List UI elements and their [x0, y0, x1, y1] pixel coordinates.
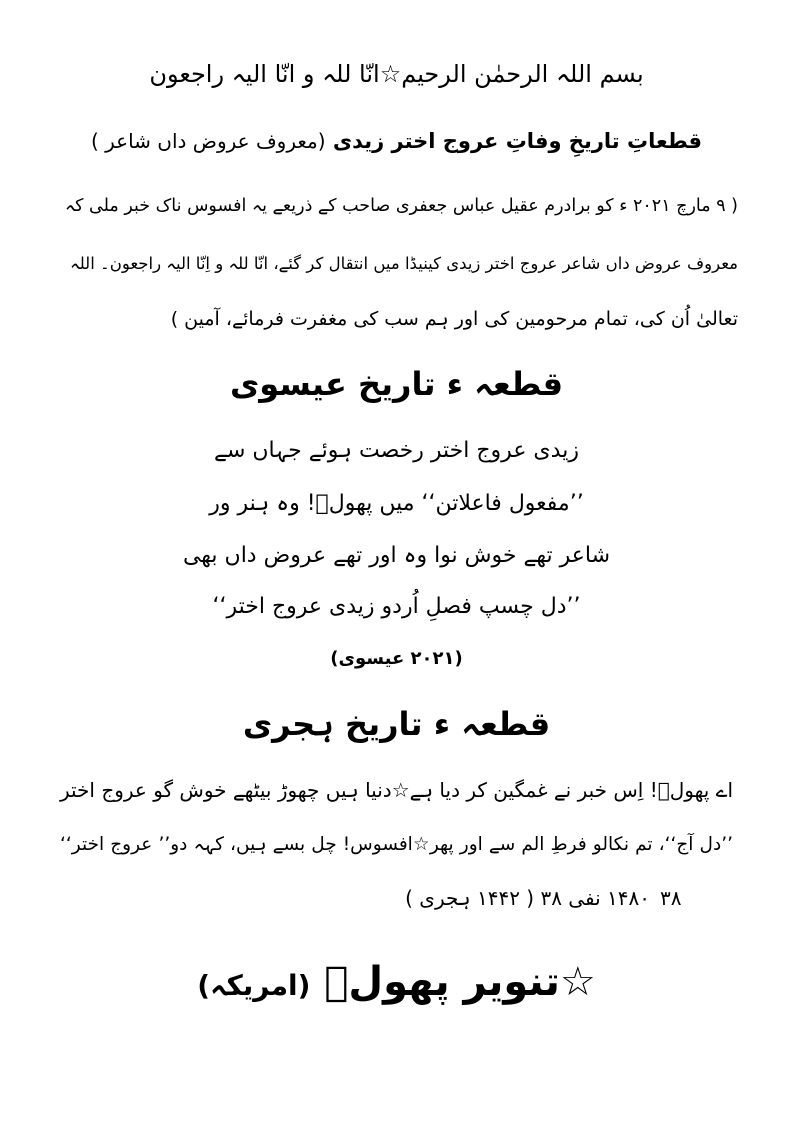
- title-subtitle: (معروف عروض داں شاعر ): [90, 129, 326, 153]
- hijri-calc-number: ۳۸: [660, 886, 682, 910]
- hijri-verse-line-2: ’’دل آج‘‘، تم نکالو فرطِ الم سے اور پھر☆افسوس! چل بسے ہیں، کہہ دو’’ عروج اختر‘‘: [60, 834, 733, 855]
- intro-line-1: ( ۹ مارچ ۲۰۲۱ ء کو برادرم عقیل عباس جعفری صاحب کے ذریعے یہ افسوس ناک خبر ملی کہ: [64, 196, 738, 216]
- bismillah-line: بسم اللہ الرحمٰن الرحیم☆انّا للہ و انّا الیہ راجعون: [149, 60, 644, 88]
- intro-line-2: معروف عروض داں شاعر عروج اختر زیدی کینیڈا میں انتقال کر گئے، انّا للہ و اِنّا الیہ راجعون۔ اللہ: [70, 254, 738, 273]
- hijri-calc-result: ۱۴۸۰ نفی ۳۸ ( ۱۴۴۲ ہجری ): [405, 886, 650, 910]
- author-place: (امریکہ): [197, 969, 311, 1002]
- verse-line: شاعر تھے خوش نوا وہ اور تھے عروض داں بھی: [182, 543, 611, 568]
- author-signature: [0, 959, 793, 1005]
- verse-line: ’’دل چسپ فصلِ اُردو زیدی عروج اختر‘‘: [212, 594, 581, 619]
- page-title: [90, 131, 703, 152]
- section-heading-gregorian: قطعہ ء تاریخ عیسوی: [229, 365, 564, 403]
- author-name: تنویر پھولؔ: [324, 959, 560, 1005]
- title-main: قطعاتِ تاریخِ وفاتِ عروج اختر زیدی: [332, 129, 703, 153]
- gregorian-year: (۲۰۲۱ عیسوی): [330, 648, 463, 669]
- verse-line: ’’مفعول فاعلاتن‘‘ میں پھولؔ! وہ ہنر ور: [209, 491, 584, 516]
- intro-line-3: تعالیٰ اُن کی، تمام مرحومین کی اور ہم سب کی مغفرت فرمائے، آمین ): [170, 308, 738, 330]
- hijri-verse-line-1: اے پھولؔ! اِس خبر نے غمگین کر دیا ہے☆دنیا ہیں چھوڑ بیٹھے خوش گو عروج اختر: [59, 778, 733, 802]
- star-icon: ☆: [559, 959, 596, 1005]
- section-heading-hijri: قطعہ ء تاریخ ہجری: [242, 705, 551, 743]
- verse-line: زیدی عروج اختر رخصت ہوئے جہاں سے: [214, 438, 579, 463]
